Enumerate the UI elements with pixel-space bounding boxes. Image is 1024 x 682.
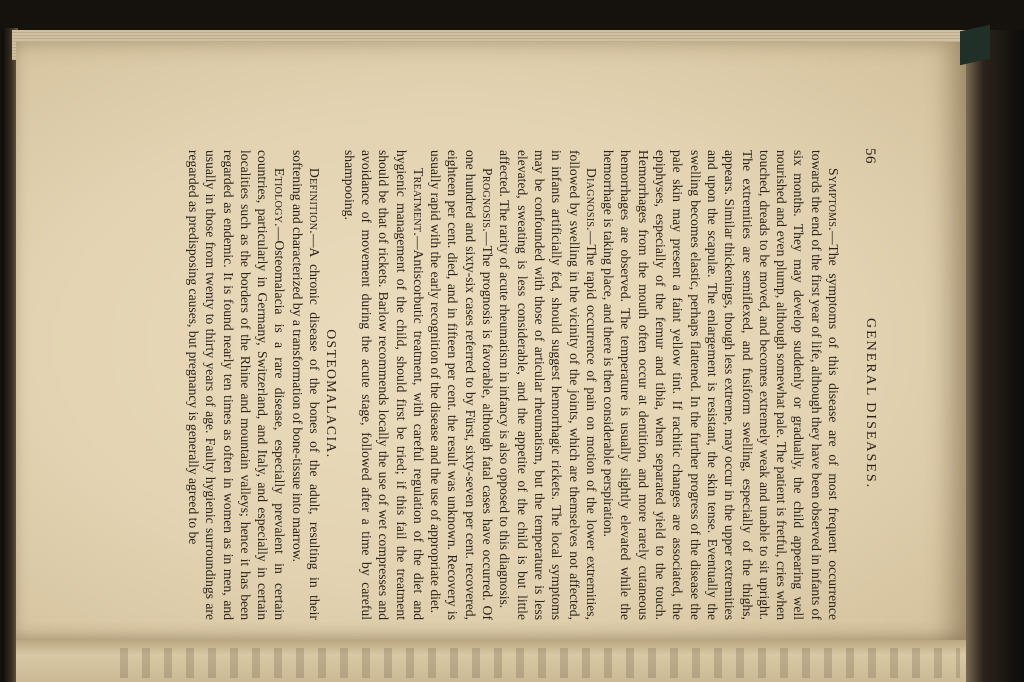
paragraph-lead: Diagnosis. — [583, 168, 599, 231]
bookmark-ribbon — [960, 25, 990, 65]
paragraph-diagnosis — [496, 150, 600, 620]
paragraph-text: —A chronic disease of the bones of the adult, resulting in their softening and characterized by a transformation of bone-tissue into marrow. — [289, 150, 323, 620]
paragraph-lead: Treatment. — [410, 168, 426, 237]
page-body — [185, 150, 842, 620]
paragraph-text: —The symptoms of this disease are of most frequent occurrence towards the end of the first year of life, although they have been observed in infants of six months. They may develop suddenly or gradually, the child appearing well nourished and even plump, although somewhat pale. The patient is fretful, cries when touched, dreads to be moved, and becomes extremely weak and unable to sit upright. The extremities are semiflexed, and fusiform swelling, especially of the thighs, appears. Similar thickenings, though less extreme, may occur in the upper extremities and upon the scapulæ. The enlargement is resistant, the skin tense. Eventually the swelling becomes elastic, perhaps flattened. In the further progress of the disease the pale skin may present a faint yellow tint. If rachitic changes are associated, the epiphyses, especially of the femur and tibia, when separated yield to the touch. Hemorrhages from the mouth often occur at dentition, and more rarely cutaneous hemorrhages are observed. The temperature is usually slightly elevated while the hemorrhage is taking place, and there is then considerable perspiration. — [601, 150, 841, 620]
running-head: GENERAL DISEASES. — [863, 318, 878, 490]
book-right-edge — [966, 30, 1024, 682]
paragraph-treatment — [340, 150, 426, 620]
paragraph-etiology — [185, 150, 289, 620]
paragraph-symptoms — [600, 150, 842, 620]
paragraph-text: —The prognosis is favorable, although fatal cases have occurred. Of one hundred and sixty-six cases referred to by Fürst, sixty-seven per cent. recovered, eighteen per cent. died, and in fifteen per cent. the result was unknown. Recovery is usually rapid with the early recognition of the disease and the use of appropriate diet. — [428, 150, 496, 620]
paragraph-lead: Prognosis. — [480, 168, 496, 232]
page-number: 56 — [862, 148, 878, 164]
paragraph-text: —Antiscorbutic treatment, with careful regulation of the diet and hygienic management of the child, should first be tried; if this fail the treatment should be that of rickets. Barlow recommends locally the use of wet compresses and avoidance of movement during the acute stage, followed after a time by careful shampooing. — [341, 150, 426, 620]
paragraph-text: —The rapid occurrence of pain on motion of the lower extremities, followed by swelling in the vicinity of the joints, which are themselves not affected, in infants artificially fed, should suggest hemorrhagic rickets. The local symptoms may be confounded with those of articular rheumatism, but the temperature is less elevated, sweating is less considerable, and the appetite of the child is but little affected. The rarity of acute rheumatism in infancy is also opposed to this diagnosis. — [497, 150, 599, 620]
paragraph-lead: Definition. — [307, 168, 323, 234]
page-header — [856, 0, 880, 682]
paragraph-lead: Etiology. — [272, 168, 288, 227]
paragraph-prognosis — [427, 150, 496, 620]
paragraph-definition — [289, 150, 324, 620]
paragraph-lead: Symptoms. — [826, 168, 841, 231]
section-heading: OSTEOMALACIA. — [324, 329, 340, 459]
rotated-page-content — [186, 0, 880, 682]
paragraph-text: —Osteomalacia is a rare disease, especially prevalent in certain countries, particularly in Germany, Switzerland, and Italy, and especially in certain localities such as the borders of the Rhine and mountain valleys; hence it has been regarded as endemic. It is found nearly ten times as often in women as in men, and usually in those from twenty to thirty years of age. Faulty hygienic surroundings are regarded as predisposing causes, but pregnancy is generally agreed to be — [186, 150, 288, 620]
